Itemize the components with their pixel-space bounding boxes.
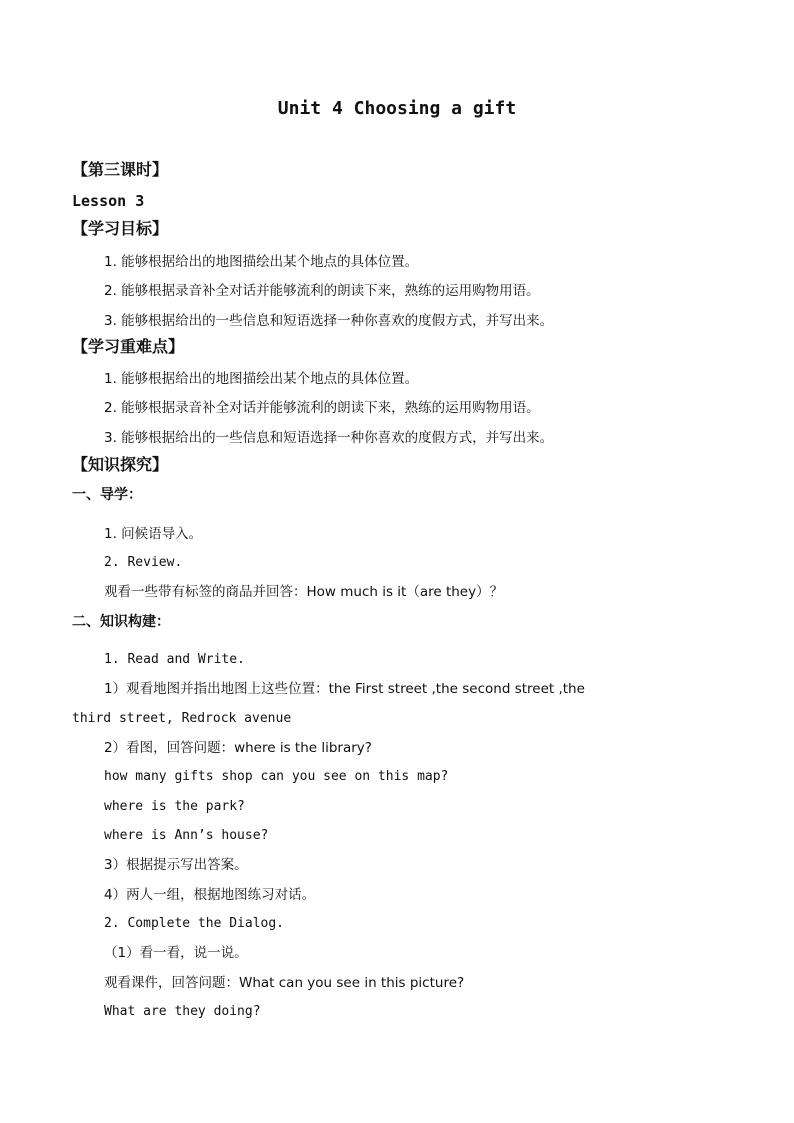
build-item-3: third street, Redrock avenue <box>72 711 292 726</box>
build-item-1: 1. Read and Write. <box>104 652 245 667</box>
build-heading: 二、知识构建： <box>72 614 170 630</box>
key-point-item-1: 1. 能够根据给出的地图描绘出某个地点的具体位置。 <box>104 371 419 387</box>
lesson-label: Lesson 3 <box>72 192 145 210</box>
build-item-13: What are they doing? <box>104 1004 261 1019</box>
build-item-2: 1）观看地图并指出地图上这些位置：the First street ,the second street ,the <box>104 681 585 697</box>
key-points-heading: 【学习重难点】 <box>72 337 185 356</box>
document-title: Unit 4 Choosing a gift <box>277 98 517 119</box>
objective-item-2: 2. 能够根据录音补全对话并能够流利的朗读下来，熟练的运用购物用语。 <box>104 283 540 299</box>
build-item-10: 2. Complete the Dialog. <box>104 916 285 931</box>
build-item-6: where is the park? <box>104 799 245 814</box>
guide-item-3: 观看一些带有标签的商品并回答：How much is it（are they）？ <box>104 584 504 600</box>
guide-item-1: 1. 问候语导入。 <box>104 526 203 542</box>
objectives-heading: 【学习目标】 <box>72 219 169 238</box>
build-item-5: how many gifts shop can you see on this map? <box>104 769 449 784</box>
guide-item-2: 2. Review. <box>104 555 183 570</box>
key-point-item-2: 2. 能够根据录音补全对话并能够流利的朗读下来，熟练的运用购物用语。 <box>104 400 540 416</box>
period-heading: 【第三课时】 <box>72 160 169 179</box>
objective-item-1: 1. 能够根据给出的地图描绘出某个地点的具体位置。 <box>104 254 419 270</box>
build-item-11: （1）看一看，说一说。 <box>104 945 248 961</box>
key-point-item-3: 3. 能够根据给出的一些信息和短语选择一种你喜欢的度假方式，并写出来。 <box>104 430 554 446</box>
build-item-12: 观看课件，回答问题：What can you see in this picture? <box>104 975 465 991</box>
build-item-7: where is Ann’s house? <box>104 828 269 843</box>
objective-item-3: 3. 能够根据给出的一些信息和短语选择一种你喜欢的度假方式，并写出来。 <box>104 313 554 329</box>
explore-heading: 【知识探究】 <box>72 455 169 474</box>
build-item-4: 2）看图，回答问题：where is the library? <box>104 740 372 756</box>
guide-heading: 一、导学： <box>72 487 142 503</box>
build-item-8: 3）根据提示写出答案。 <box>104 857 248 873</box>
build-item-9: 4）两人一组，根据地图练习对话。 <box>104 887 316 903</box>
